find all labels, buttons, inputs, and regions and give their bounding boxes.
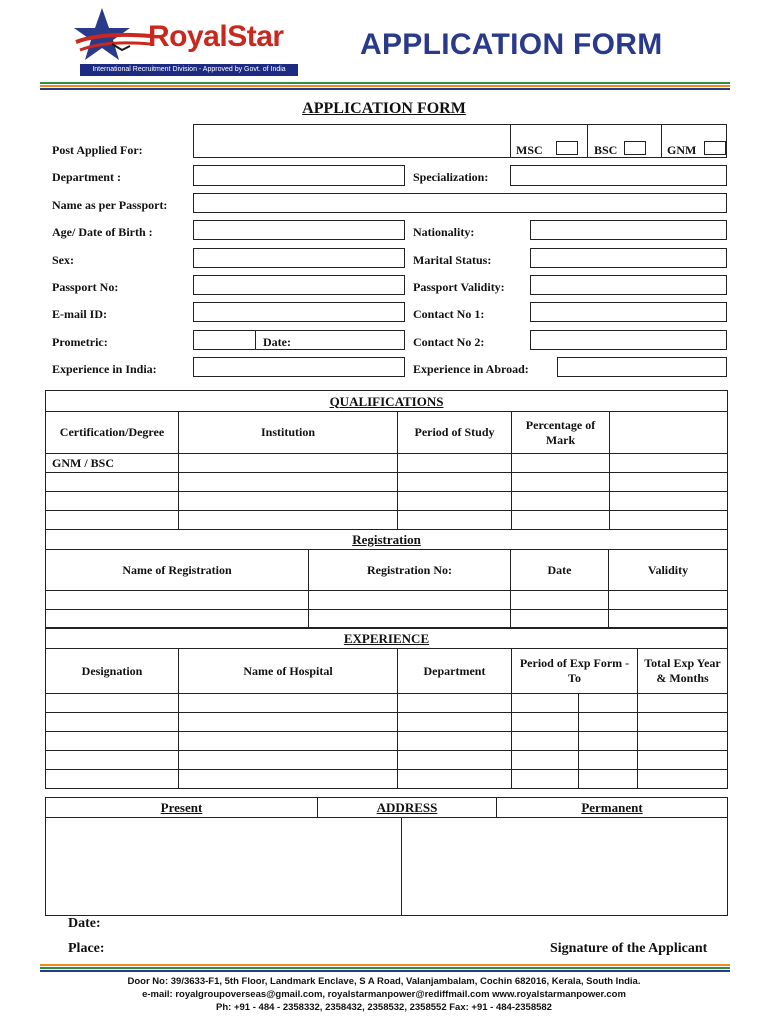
- marital-status-field[interactable]: [530, 248, 727, 268]
- table-cell[interactable]: [579, 713, 638, 732]
- table-cell[interactable]: [610, 473, 728, 492]
- table-cell[interactable]: [46, 511, 179, 530]
- qual-header-institution: Institution: [179, 412, 398, 454]
- table-row: [46, 511, 728, 530]
- reg-header-number: Registration No:: [309, 550, 511, 591]
- prometric-label: Prometric:: [52, 335, 108, 349]
- address-title: ADDRESS: [318, 798, 497, 818]
- footer-stripe-blue: [40, 970, 730, 972]
- exp-abroad-label: Experience in Abroad:: [413, 362, 529, 376]
- table-cell[interactable]: [638, 770, 728, 789]
- signature-label: Signature of the Applicant: [550, 941, 708, 956]
- reg-header-name: Name of Registration: [46, 550, 309, 591]
- qual-header-percentage: Percentage of Mark: [512, 412, 610, 454]
- table-cell[interactable]: [46, 694, 179, 713]
- table-cell[interactable]: [309, 591, 511, 610]
- table-cell[interactable]: [46, 713, 179, 732]
- address-permanent-label: Permanent: [497, 798, 728, 818]
- passport-validity-label: Passport Validity:: [413, 280, 505, 294]
- post-divider: [587, 124, 588, 158]
- table-row: [46, 454, 728, 473]
- header-stripe-blue: [40, 88, 730, 90]
- table-cell[interactable]: [511, 591, 609, 610]
- table-cell[interactable]: [398, 511, 512, 530]
- name-passport-label: Name as per Passport:: [52, 198, 168, 212]
- table-row: [46, 591, 728, 610]
- table-cell[interactable]: [512, 732, 579, 751]
- table-cell[interactable]: [638, 713, 728, 732]
- table-cell[interactable]: [46, 732, 179, 751]
- table-cell[interactable]: [398, 732, 512, 751]
- exp-header-department: Department: [398, 649, 512, 694]
- table-row: [46, 473, 728, 492]
- qualifications-table: [45, 390, 728, 530]
- nationality-field[interactable]: [530, 220, 727, 240]
- table-cell[interactable]: [398, 694, 512, 713]
- age-dob-label: Age/ Date of Birth :: [52, 225, 153, 239]
- qualifications-title: QUALIFICATIONS: [46, 391, 728, 412]
- date-label: Date:: [68, 916, 101, 931]
- sex-field[interactable]: [193, 248, 405, 268]
- footer-email: e-mail: royalgroupoverseas@gmail.com, royalstarmanpower@rediffmail.com www.royalstarmanpower.com: [142, 989, 626, 1000]
- table-cell[interactable]: [179, 770, 398, 789]
- registration-title: Registration: [46, 530, 728, 550]
- table-cell[interactable]: [46, 770, 179, 789]
- prometric-field[interactable]: [193, 330, 256, 350]
- address-table: [45, 797, 728, 916]
- exp-header-hospital: Name of Hospital: [179, 649, 398, 694]
- contact2-label: Contact No 2:: [413, 335, 485, 349]
- experience-table: [45, 628, 728, 789]
- star-icon: [72, 6, 152, 66]
- qual-header-period: Period of Study: [398, 412, 512, 454]
- table-cell[interactable]: [512, 454, 610, 473]
- table-cell[interactable]: [512, 511, 610, 530]
- place-label: Place:: [68, 941, 105, 956]
- table-cell[interactable]: [579, 694, 638, 713]
- gnm-checkbox[interactable]: [704, 141, 726, 155]
- passport-validity-field[interactable]: [530, 275, 727, 295]
- table-cell[interactable]: [610, 511, 728, 530]
- bsc-label: BSC: [594, 143, 618, 157]
- registration-table: [45, 529, 728, 628]
- table-cell[interactable]: [579, 751, 638, 770]
- footer-address: Door No: 39/3633-F1, 5th Floor, Landmark Enclave, S A Road, Valanjambalam, Cochin 682016, Kerala, South India.: [127, 976, 641, 987]
- table-cell[interactable]: [179, 492, 398, 511]
- gnm-label: GNM: [667, 143, 697, 157]
- table-cell[interactable]: [610, 492, 728, 511]
- department-label: Department :: [52, 170, 121, 184]
- email-label: E-mail ID:: [52, 307, 107, 321]
- header-stripe-green: [40, 82, 730, 84]
- company-logo: [72, 6, 298, 78]
- table-row: [46, 751, 728, 770]
- qual-header-extra: [610, 412, 728, 454]
- table-cell[interactable]: [512, 694, 579, 713]
- exp-abroad-field[interactable]: [557, 357, 727, 377]
- table-cell[interactable]: [638, 732, 728, 751]
- table-row: [46, 492, 728, 511]
- table-cell[interactable]: [309, 610, 511, 628]
- sex-label: Sex:: [52, 253, 74, 267]
- table-cell[interactable]: [179, 511, 398, 530]
- table-row: [46, 770, 728, 789]
- exp-header-total: Total Exp Year & Months: [638, 649, 728, 694]
- bsc-checkbox[interactable]: [624, 141, 646, 155]
- prometric-date-label: Date:: [263, 335, 291, 349]
- table-cell[interactable]: [398, 454, 512, 473]
- msc-label: MSC: [516, 143, 543, 157]
- header-title: APPLICATION FORM: [360, 28, 663, 61]
- table-cell[interactable]: [511, 610, 609, 628]
- table-cell[interactable]: [46, 492, 179, 511]
- table-cell[interactable]: [638, 751, 728, 770]
- logo-tagline: International Recruitment Division - Approved by Govt. of India: [80, 64, 298, 76]
- address-present-label: Present: [46, 798, 318, 818]
- post-divider: [661, 124, 662, 158]
- table-cell[interactable]: [609, 591, 728, 610]
- table-row: [46, 694, 728, 713]
- table-cell[interactable]: [398, 492, 512, 511]
- table-cell[interactable]: [512, 492, 610, 511]
- reg-header-date: Date: [511, 550, 609, 591]
- marital-status-label: Marital Status:: [413, 253, 492, 267]
- passport-no-field[interactable]: [193, 275, 405, 295]
- logo-text: RoyalStar: [148, 20, 284, 53]
- table-cell[interactable]: [579, 770, 638, 789]
- email-field[interactable]: [193, 302, 405, 322]
- table-cell[interactable]: [512, 751, 579, 770]
- table-cell[interactable]: [579, 732, 638, 751]
- table-row: [46, 713, 728, 732]
- contact2-field[interactable]: [530, 330, 727, 350]
- permanent-address-field[interactable]: [402, 818, 728, 916]
- table-cell[interactable]: [179, 473, 398, 492]
- table-cell[interactable]: [179, 751, 398, 770]
- msc-checkbox[interactable]: [556, 141, 578, 155]
- reg-header-validity: Validity: [609, 550, 728, 591]
- present-address-field[interactable]: [46, 818, 402, 916]
- exp-header-designation: Designation: [46, 649, 179, 694]
- table-cell[interactable]: [179, 732, 398, 751]
- qual-header-degree: Certification/Degree: [46, 412, 179, 454]
- exp-header-period: Period of Exp Form - To: [512, 649, 638, 694]
- table-cell[interactable]: [512, 473, 610, 492]
- table-row: [46, 610, 728, 628]
- qual-first-row-label: GNM / BSC: [46, 454, 179, 473]
- table-cell[interactable]: [46, 751, 179, 770]
- table-cell[interactable]: [512, 713, 579, 732]
- post-applied-field[interactable]: [193, 124, 727, 158]
- table-cell[interactable]: [179, 454, 398, 473]
- table-cell[interactable]: [179, 694, 398, 713]
- table-cell[interactable]: [398, 473, 512, 492]
- form-title: APPLICATION FORM: [302, 100, 466, 117]
- table-cell[interactable]: [398, 770, 512, 789]
- exp-india-label: Experience in India:: [52, 362, 157, 376]
- table-cell[interactable]: [609, 610, 728, 628]
- department-field[interactable]: [193, 165, 405, 186]
- footer-stripe-orange: [40, 964, 730, 966]
- name-passport-field[interactable]: [193, 193, 727, 213]
- contact1-label: Contact No 1:: [413, 307, 485, 321]
- table-cell[interactable]: [46, 591, 309, 610]
- header-stripe-orange: [40, 85, 730, 87]
- post-applied-label: Post Applied For:: [52, 143, 143, 157]
- table-cell[interactable]: [638, 694, 728, 713]
- nationality-label: Nationality:: [413, 225, 475, 239]
- table-cell[interactable]: [398, 751, 512, 770]
- specialization-field[interactable]: [510, 165, 727, 186]
- age-dob-field[interactable]: [193, 220, 405, 240]
- specialization-label: Specialization:: [413, 170, 489, 184]
- table-row: [46, 732, 728, 751]
- footer-stripe-green: [40, 967, 730, 969]
- post-divider: [510, 124, 511, 158]
- table-cell[interactable]: [512, 770, 579, 789]
- footer-phone: Ph: +91 - 484 - 2358332, 2358432, 2358532, 2358552 Fax: +91 - 484-2358582: [216, 1002, 552, 1013]
- table-cell[interactable]: [179, 713, 398, 732]
- contact1-field[interactable]: [530, 302, 727, 322]
- table-cell[interactable]: [610, 454, 728, 473]
- table-cell[interactable]: [398, 713, 512, 732]
- table-cell[interactable]: [46, 610, 309, 628]
- passport-no-label: Passport No:: [52, 280, 119, 294]
- experience-title: EXPERIENCE: [46, 629, 728, 649]
- exp-india-field[interactable]: [193, 357, 405, 377]
- table-cell[interactable]: [46, 473, 179, 492]
